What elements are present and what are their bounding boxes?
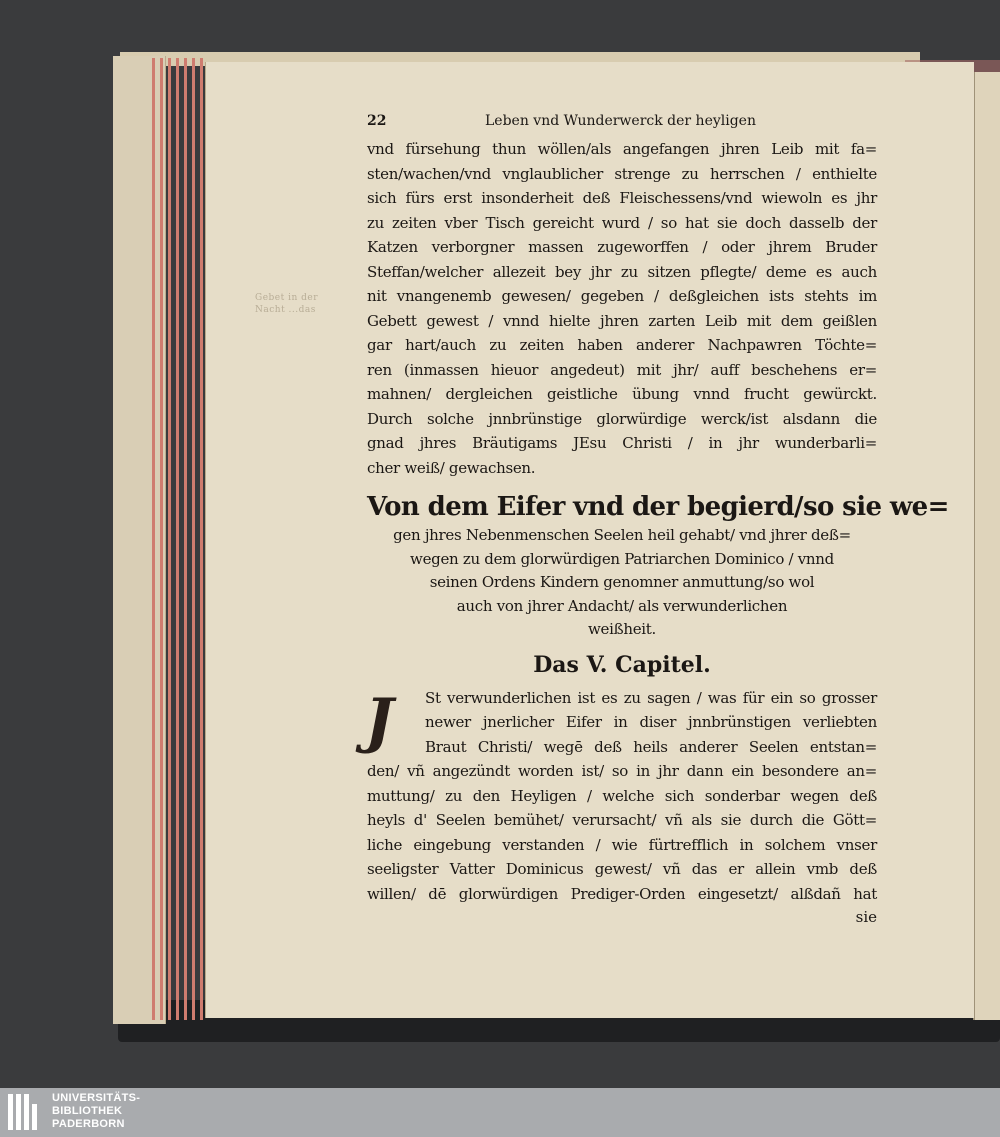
page-text xyxy=(365,112,949,928)
text-line: zu zeiten vber Tisch gereicht wurd / so hat sie doch dasselb der xyxy=(367,213,877,232)
text-line: Gebett gewest / vnnd hielte jhren zarten Leib mit dem geißlen xyxy=(367,311,877,330)
red-page-edges xyxy=(150,58,208,1020)
text-line: muttung/ zu den Heyligen / welche sich sonderbar wegen deß xyxy=(367,786,877,805)
library-name: UNIVERSITÄTS- BIBLIOTHEK PADERBORN xyxy=(52,1092,141,1130)
text-line: ren (inmassen hieuor angedeut) mit jhr/ auff beschehens er= xyxy=(367,360,877,379)
text-line: sten/wachen/vnd vnglaublicher strenge zu herrschen / enthielte xyxy=(367,164,877,183)
section-subheading xyxy=(367,524,877,642)
catchword: sie xyxy=(855,908,877,926)
subheading-line: seinen Ordens Kindern genomner anmuttung/so wol xyxy=(429,573,815,591)
page-number: 22 xyxy=(367,113,387,129)
library-footer-bar xyxy=(0,1088,1000,1137)
text-line: Katzen verborgner massen zugeworffen / oder jhrem Bruder xyxy=(367,238,877,256)
text-line: willen/ dē glorwürdigen Prediger-Orden eingesetzt/ alßdañ hat xyxy=(367,884,877,903)
text-line: gnad jhres Bräutigams JEsu Christi / in jhr wunderbarli= xyxy=(367,434,877,452)
text-line: St verwunderlichen ist es zu sagen / was für ein so grosser xyxy=(425,688,877,707)
running-title: Leben vnd Wunderwerck der heyligen xyxy=(485,113,756,129)
text-line: Braut Christi/ wegē deß heils anderer Seelen entstan= xyxy=(425,737,877,756)
text-line: gar hart/auch zu zeiten haben anderer Nachpawren Töchte= xyxy=(367,336,877,354)
decorated-initial: J xyxy=(365,685,394,756)
subheading-line: gen jhres Nebenmenschen Seelen heil gehabt/ vnd jhrer deß= xyxy=(393,526,851,544)
subheading-line: weißheit. xyxy=(588,620,656,638)
text-line: liche eingebung verstanden / wie fürtrefflich in solchem vnser xyxy=(367,835,877,854)
chapter-paragraph xyxy=(367,686,877,929)
text-line: cher weiß/ gewachsen. xyxy=(367,458,536,477)
library-logo-icon xyxy=(8,1094,44,1130)
section-heading: Von dem Eifer vnd der begierd/so sie we= xyxy=(367,492,949,522)
body-paragraph xyxy=(367,137,877,480)
text-line: Steffan/welcher allezeit bey jhr zu sitzen pflegte/ deme es auch xyxy=(367,262,877,281)
text-line: mahnen/ dergleichen geistliche übung vnnd frucht gewürckt. xyxy=(367,385,877,403)
subheading-line: wegen zu dem glorwürdigen Patriarchen Dominico / vnnd xyxy=(410,549,834,568)
text-line: den/ vñ angezündt worden ist/ so in jhr dann ein besondere an= xyxy=(367,762,877,780)
text-line: vnd fürsehung thun wöllen/als angefangen jhren Leib mit fa= xyxy=(367,140,877,158)
running-header xyxy=(367,112,877,130)
subheading-line: auch von jhrer Andacht/ als verwunderlichen xyxy=(456,596,788,615)
text-line: newer jnerlicher Eifer in diser jnnbrünstigen verliebten xyxy=(425,713,877,731)
text-line: nit vnangenemb gewesen/ gegeben / deßgleichen ists stehts im xyxy=(367,287,877,305)
margin-bleed-through: Gebet in der Nacht ...das xyxy=(255,293,319,315)
text-line: sich fürs erst insonderheit deß Fleischessens/vnd wiewoln es jhr xyxy=(367,189,877,207)
text-line: seeligster Vatter Dominicus gewest/ vñ das er allein vmb deß xyxy=(367,860,877,878)
facing-page-sliver xyxy=(973,72,1000,1020)
chapter-title: Das V. Capitel. xyxy=(533,651,711,678)
text-line: heyls d' Seelen bemühet/ verursacht/ vñ als sie durch die Gött= xyxy=(367,811,877,829)
text-line: Durch solche jnnbrünstige glorwürdige werck/ist alsdann die xyxy=(367,409,877,428)
